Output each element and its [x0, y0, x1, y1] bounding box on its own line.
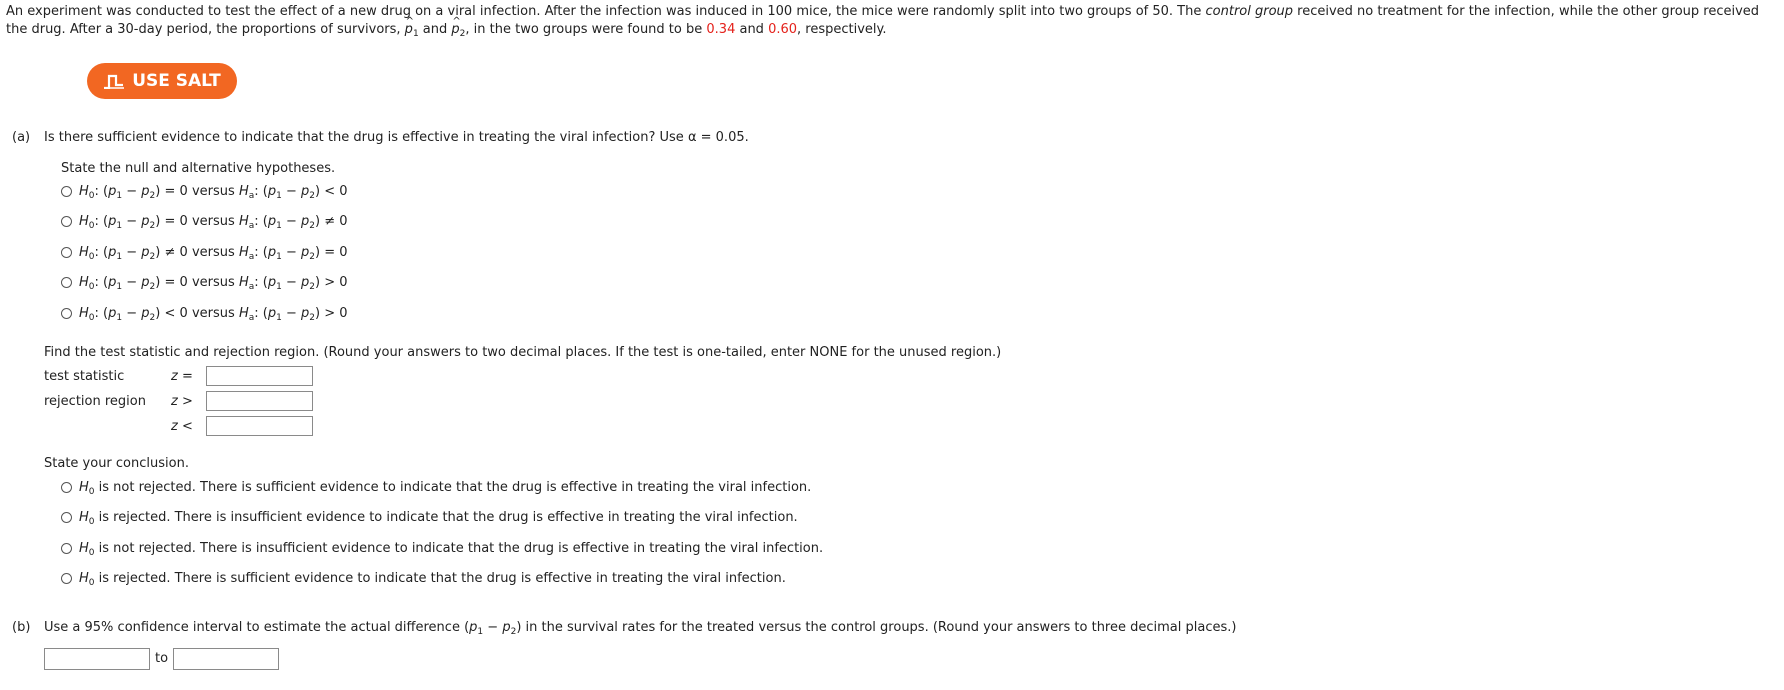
- use-salt-label: USE SALT: [132, 71, 221, 91]
- hypothesis-option-3[interactable]: $H_0$: $(p_1 - p_2) \ne 0$ versus $H_a$: $(p_1 - p_2) = 0$: [61, 245, 348, 260]
- test-statistic-label: test statistic: [44, 369, 125, 384]
- rejection-region-label: rejection region: [44, 394, 146, 409]
- radio-button[interactable]: [61, 512, 72, 523]
- z-less-label: z <: [171, 419, 193, 434]
- hypotheses-prompt: State the null and alternative hypotheses.: [61, 161, 336, 176]
- problem-statement: An experiment was conducted to test the effect of a new drug on a viral infection. After the infection was induced in 100 mice, the mice were randomly split into two groups of 50. The control group received no treatment for the infection, while the other group received the drug. After a 30-day period, the proportions of survivors, ^ $p_1$ and ^ $p_2$, in the two groups were found to be 0.34 and 0.60, respectively.: [6, 3, 1778, 39]
- radio-button[interactable]: [61, 482, 72, 493]
- conclusion-option-3[interactable]: $H_0$ is not rejected. There is insufficient evidence to indicate that the drug is effective in treating the viral infection.: [61, 541, 823, 556]
- hypothesis-option-5[interactable]: $H_0$: $(p_1 - p_2) < 0$ versus $H_a$: $(p_1 - p_2) > 0$: [61, 306, 348, 321]
- radio-button[interactable]: [61, 308, 72, 319]
- use-salt-button[interactable]: [87, 63, 237, 99]
- conclusion-prompt: State your conclusion.: [44, 456, 189, 471]
- rejection-lower-input[interactable]: [206, 416, 313, 436]
- control-group-term: control group: [1205, 4, 1294, 19]
- part-b-label: (b): [12, 620, 31, 635]
- hypothesis-option-1[interactable]: $H_0$: $(p_1 - p_2) = 0$ versus $H_a$: $(p_1 - p_2) < 0$: [61, 184, 348, 199]
- radio-button[interactable]: [61, 216, 72, 227]
- proportion-value-2: 0.60: [768, 22, 798, 37]
- hypothesis-option-2[interactable]: $H_0$: $(p_1 - p_2) = 0$ versus $H_a$: $(p_1 - p_2) \ne 0$: [61, 214, 348, 229]
- radio-button[interactable]: [61, 573, 72, 584]
- radio-button[interactable]: [61, 277, 72, 288]
- part-b-question: Use a 95% confidence interval to estimate the actual difference $(p_1 - p_2)$ in the survival rates for the treated versus the control groups. (Round your answers to three decimal places.): [44, 620, 1237, 637]
- part-a-label: (a): [12, 130, 31, 145]
- conclusion-option-1[interactable]: $H_0$ is not rejected. There is sufficient evidence to indicate that the drug is effective in treating the viral infection.: [61, 480, 811, 495]
- radio-button[interactable]: [61, 247, 72, 258]
- proportion-value-1: 0.34: [706, 22, 736, 37]
- rejection-upper-input[interactable]: [206, 391, 313, 411]
- conclusion-option-4[interactable]: $H_0$ is rejected. There is sufficient evidence to indicate that the drug is effective in treating the viral infection.: [61, 571, 786, 586]
- hypothesis-option-4[interactable]: $H_0$: $(p_1 - p_2) = 0$ versus $H_a$: $(p_1 - p_2) > 0$: [61, 275, 348, 290]
- ci-lower-input[interactable]: [44, 648, 150, 670]
- z-greater-label: z >: [171, 394, 193, 409]
- salt-icon: [103, 73, 125, 89]
- test-statistic-prompt: Find the test statistic and rejection region. (Round your answers to two decimal places. If the test is one-tailed, enter NONE for the unused region.): [44, 345, 1002, 360]
- ci-upper-input[interactable]: [173, 648, 279, 670]
- radio-button[interactable]: [61, 186, 72, 197]
- test-statistic-input[interactable]: [206, 366, 313, 386]
- part-a-question: Is there sufficient evidence to indicate that the drug is effective in treating the viral infection? Use α = 0.05.: [44, 130, 749, 145]
- to-label: to: [155, 651, 169, 666]
- conclusion-option-2[interactable]: $H_0$ is rejected. There is insufficient evidence to indicate that the drug is effective in treating the viral infection.: [61, 510, 798, 525]
- radio-button[interactable]: [61, 543, 72, 554]
- z-equals-label: z =: [171, 369, 193, 384]
